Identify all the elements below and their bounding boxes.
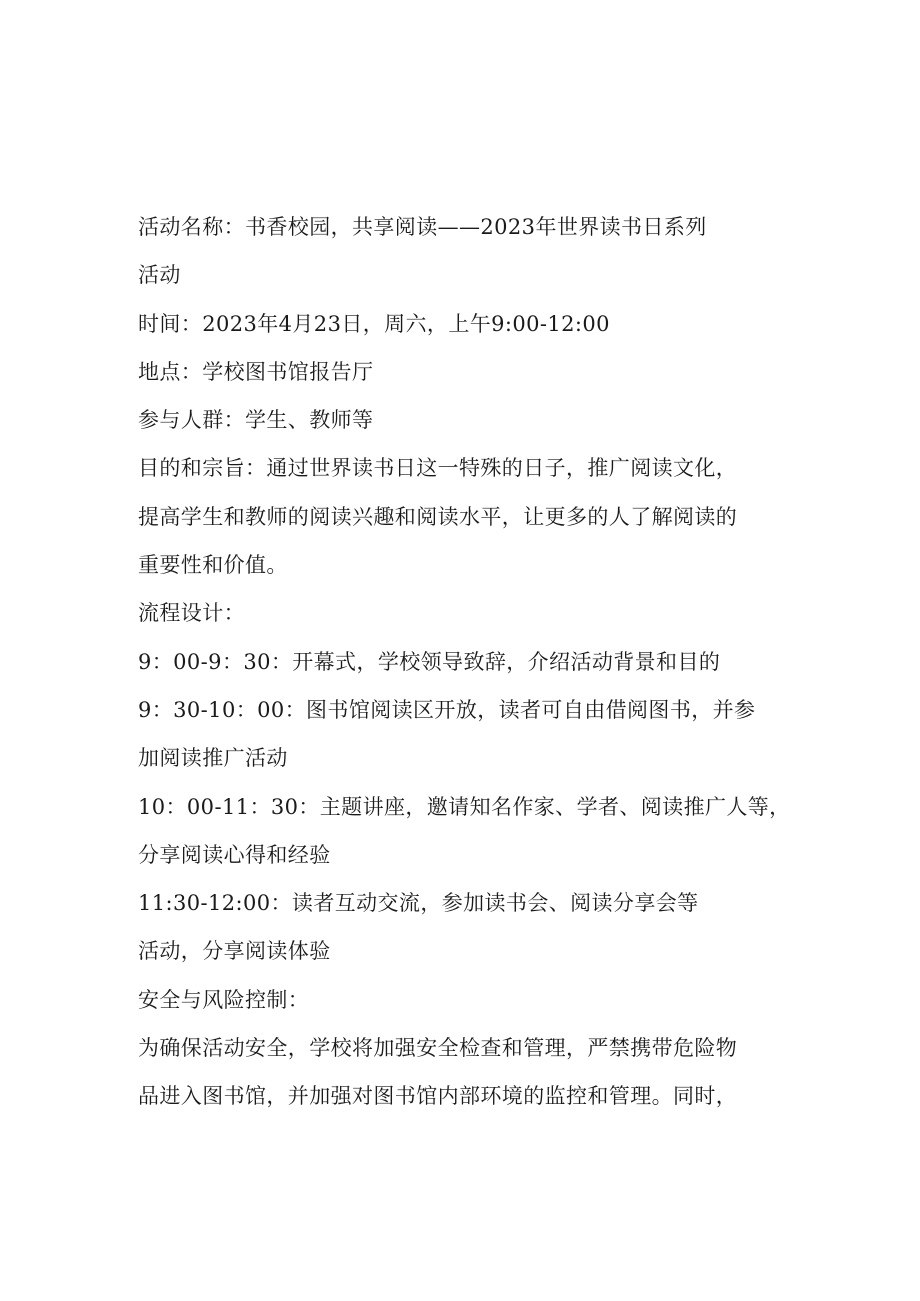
time-line: 时间：2023年4月23日，周六，上午9:00-12:00 [138, 311, 610, 336]
purpose-line-1: 目的和宗旨：通过世界读书日这一特殊的日子，推广阅读文化， [138, 456, 738, 481]
schedule-item-3-continuation: 分享阅读心得和经验 [138, 842, 331, 867]
document-body [138, 203, 818, 1121]
schedule-item-3: 10：00-11：30：主题讲座，邀请知名作家、学者、阅读推广人等， [138, 794, 791, 819]
activity-name-line: 活动名称：书香校园，共享阅读——2023年世界读书日系列 [138, 215, 707, 239]
schedule-item-2-continuation: 加阅读推广活动 [138, 746, 288, 771]
safety-heading: 安全与风险控制： [138, 987, 310, 1012]
safety-line-1: 为确保活动安全，学校将加强安全检查和管理，严禁携带危险物 [138, 1036, 738, 1061]
schedule-item-4-continuation: 活动，分享阅读体验 [138, 939, 331, 964]
process-heading: 流程设计： [138, 601, 245, 626]
purpose-line-2: 提高学生和教师的阅读兴趣和阅读水平，让更多的人了解阅读的 [138, 504, 738, 529]
participants-line: 参与人群：学生、教师等 [138, 408, 374, 433]
schedule-item-1: 9：00-9：30：开幕式，学校领导致辞，介绍活动背景和目的 [138, 649, 721, 674]
purpose-line-3: 重要性和价值。 [138, 553, 288, 578]
safety-line-2: 品进入图书馆，并加强对图书馆内部环境的监控和管理。同时， [138, 1084, 738, 1109]
schedule-item-4: 11:30-12:00：读者互动交流，参加读书会、阅读分享会等 [138, 891, 699, 916]
schedule-item-2: 9：30-10：00：图书馆阅读区开放，读者可自由借阅图书，并参 [138, 697, 756, 722]
location-line: 地点：学校图书馆报告厅 [138, 359, 374, 384]
activity-name-continuation: 活动 [138, 263, 181, 288]
